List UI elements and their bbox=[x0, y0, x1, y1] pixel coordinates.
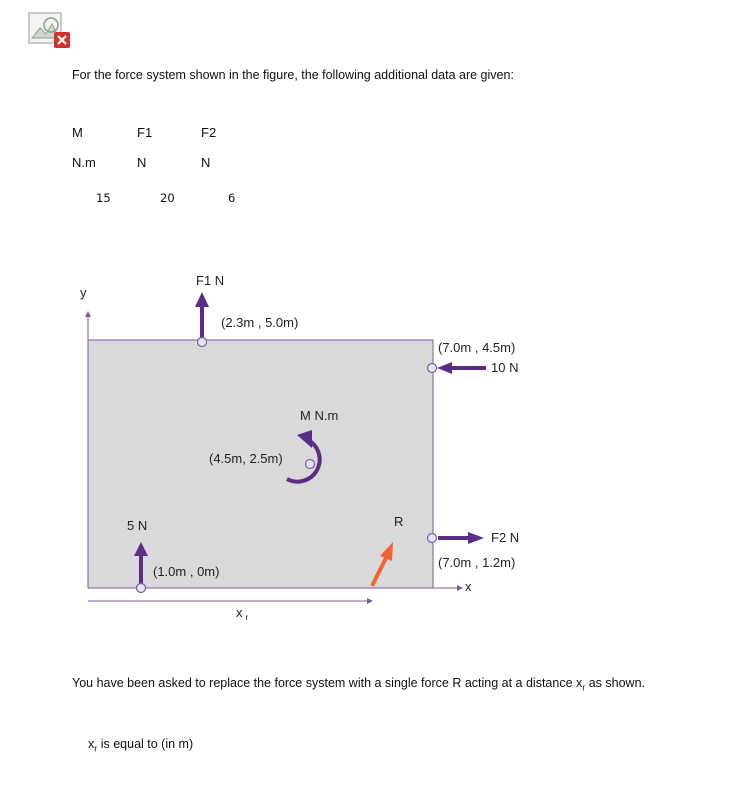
table-value-f2: 6 bbox=[228, 191, 236, 205]
f2-label: F2 N bbox=[491, 530, 520, 545]
top-right-coord: (7.0m , 4.5m) bbox=[438, 340, 516, 355]
table-unit-f1: N bbox=[137, 155, 147, 170]
f1-label: F1 N bbox=[196, 273, 225, 288]
table-header-m: M bbox=[72, 125, 83, 140]
f2-arrow bbox=[438, 532, 484, 544]
f1-arrow bbox=[195, 292, 209, 342]
f2-point bbox=[428, 534, 437, 543]
moment-point bbox=[306, 460, 315, 469]
x-axis-label: x bbox=[465, 579, 472, 594]
f2-coord: (7.0m , 1.2m) bbox=[438, 555, 516, 570]
table-header-f1: F1 bbox=[137, 125, 153, 140]
moment-label: M N.m bbox=[300, 408, 339, 423]
table-header-f2: F2 bbox=[201, 125, 217, 140]
r-label: R bbox=[394, 514, 404, 529]
five-n-point bbox=[137, 584, 146, 593]
table-value-f1: 20 bbox=[160, 191, 175, 205]
ten-n-label: 10 N bbox=[491, 360, 519, 375]
ten-n-arrow bbox=[437, 362, 486, 374]
intro-text: For the force system shown in the figure, the following additional data are given: bbox=[72, 68, 514, 82]
top-right-point bbox=[428, 364, 437, 373]
y-axis-label: y bbox=[80, 285, 87, 300]
table-unit-f2: N bbox=[201, 155, 211, 170]
f1-coord: (2.3m , 5.0m) bbox=[221, 315, 299, 330]
table-unit-m: N.m bbox=[72, 155, 96, 170]
five-n-label: 5 N bbox=[127, 518, 148, 533]
five-n-coord: (1.0m , 0m) bbox=[153, 564, 220, 579]
f1-point bbox=[198, 338, 207, 347]
moment-coord: (4.5m, 2.5m) bbox=[209, 451, 283, 466]
answer-prompt: $x_r$ is equal to (in m) bbox=[88, 737, 194, 754]
table-value-m: 15 bbox=[96, 191, 111, 205]
xr-label: x $_r$ bbox=[236, 605, 249, 622]
instruction-text: You have been asked to replace the force system with a single force R acting at a distance $x_r$ as shown. bbox=[72, 676, 646, 693]
